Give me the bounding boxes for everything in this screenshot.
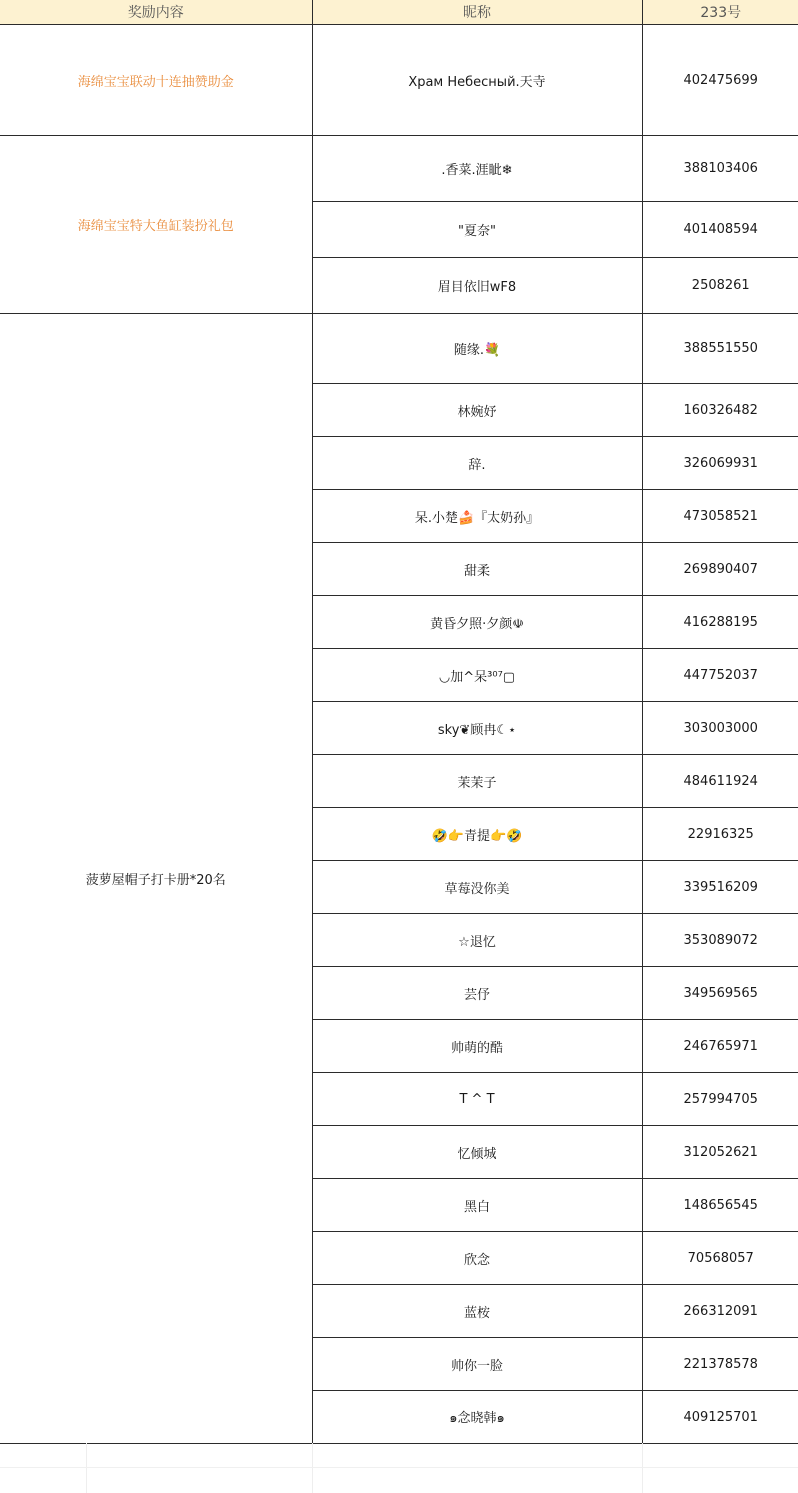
nickname-cell[interactable]: 欣念 bbox=[312, 1232, 642, 1285]
nickname-cell[interactable]: 随缘.💐 bbox=[312, 314, 642, 384]
nickname-cell[interactable]: 茉茉子 bbox=[312, 755, 642, 808]
id-cell[interactable]: 221378578 bbox=[642, 1338, 798, 1391]
table-row bbox=[0, 314, 798, 384]
table-row bbox=[0, 25, 798, 136]
nickname-cell[interactable]: 芸伃 bbox=[312, 967, 642, 1020]
reward-ten-draw[interactable]: 海绵宝宝联动十连抽赞助金 bbox=[0, 25, 312, 136]
nickname-cell[interactable]: 帅你一脸 bbox=[312, 1338, 642, 1391]
id-cell[interactable]: 326069931 bbox=[642, 437, 798, 490]
id-cell[interactable]: 402475699 bbox=[642, 25, 798, 136]
reward-stamp-book[interactable]: 菠萝屋帽子打卡册*20名 bbox=[0, 314, 312, 1444]
id-cell[interactable]: 353089072 bbox=[642, 914, 798, 967]
nickname-cell[interactable]: 草莓没你美 bbox=[312, 861, 642, 914]
id-cell[interactable]: 473058521 bbox=[642, 490, 798, 543]
nickname-cell[interactable]: ๑念晓韩๑ bbox=[312, 1391, 642, 1444]
nickname-cell[interactable]: 蓝桉 bbox=[312, 1285, 642, 1338]
id-cell[interactable]: 22916325 bbox=[642, 808, 798, 861]
nickname-cell[interactable]: 🤣👉青提👉🤣 bbox=[312, 808, 642, 861]
nickname-cell[interactable]: ☆退忆 bbox=[312, 914, 642, 967]
id-cell[interactable]: 266312091 bbox=[642, 1285, 798, 1338]
nickname-cell[interactable]: sky❦顾冉☾⋆ bbox=[312, 702, 642, 755]
nickname-cell[interactable]: 眉目依旧wF8 bbox=[312, 258, 642, 314]
id-cell[interactable]: 2508261 bbox=[642, 258, 798, 314]
id-cell[interactable]: 339516209 bbox=[642, 861, 798, 914]
nickname-cell[interactable]: T ^ T bbox=[312, 1073, 642, 1126]
header-reward[interactable]: 奖励内容 bbox=[0, 0, 312, 25]
nickname-cell[interactable]: "夏奈" bbox=[312, 202, 642, 258]
nickname-cell[interactable]: 忆倾城 bbox=[312, 1126, 642, 1179]
id-cell[interactable]: 257994705 bbox=[642, 1073, 798, 1126]
header-row bbox=[0, 0, 798, 25]
id-cell[interactable]: 303003000 bbox=[642, 702, 798, 755]
id-cell[interactable]: 312052621 bbox=[642, 1126, 798, 1179]
id-cell[interactable]: 447752037 bbox=[642, 649, 798, 702]
nickname-cell[interactable]: .香菜.涯眦❄ bbox=[312, 136, 642, 202]
id-cell[interactable]: 409125701 bbox=[642, 1391, 798, 1444]
table-body bbox=[0, 25, 798, 1444]
nickname-cell[interactable]: 林婉妤 bbox=[312, 384, 642, 437]
nickname-cell[interactable]: 甜柔 bbox=[312, 543, 642, 596]
id-cell[interactable]: 246765971 bbox=[642, 1020, 798, 1073]
id-cell[interactable]: 70568057 bbox=[642, 1232, 798, 1285]
id-cell[interactable]: 484611924 bbox=[642, 755, 798, 808]
id-cell[interactable]: 416288195 bbox=[642, 596, 798, 649]
nickname-cell[interactable]: 黄昏夕照·夕颜☫ bbox=[312, 596, 642, 649]
id-cell[interactable]: 160326482 bbox=[642, 384, 798, 437]
nickname-cell[interactable]: 黑白 bbox=[312, 1179, 642, 1232]
header-id[interactable]: 233号 bbox=[642, 0, 798, 25]
nickname-cell[interactable]: 呆.小楚🍰『太奶孙』 bbox=[312, 490, 642, 543]
id-cell[interactable]: 269890407 bbox=[642, 543, 798, 596]
nickname-cell[interactable]: Храм Небесный.天寺 bbox=[312, 25, 642, 136]
empty-grid-area bbox=[0, 1443, 798, 1493]
reward-aquarium-pack[interactable]: 海绵宝宝特大鱼缸装扮礼包 bbox=[0, 136, 312, 314]
id-cell[interactable]: 388103406 bbox=[642, 136, 798, 202]
nickname-cell[interactable]: 帅萌的酷 bbox=[312, 1020, 642, 1073]
id-cell[interactable]: 401408594 bbox=[642, 202, 798, 258]
id-cell[interactable]: 148656545 bbox=[642, 1179, 798, 1232]
nickname-cell[interactable]: 辞. bbox=[312, 437, 642, 490]
id-cell[interactable]: 349569565 bbox=[642, 967, 798, 1020]
nickname-cell[interactable]: ◡加^呆³⁰⁷▢ bbox=[312, 649, 642, 702]
table-row bbox=[0, 136, 798, 202]
header-nickname[interactable]: 昵称 bbox=[312, 0, 642, 25]
id-cell[interactable]: 388551550 bbox=[642, 314, 798, 384]
